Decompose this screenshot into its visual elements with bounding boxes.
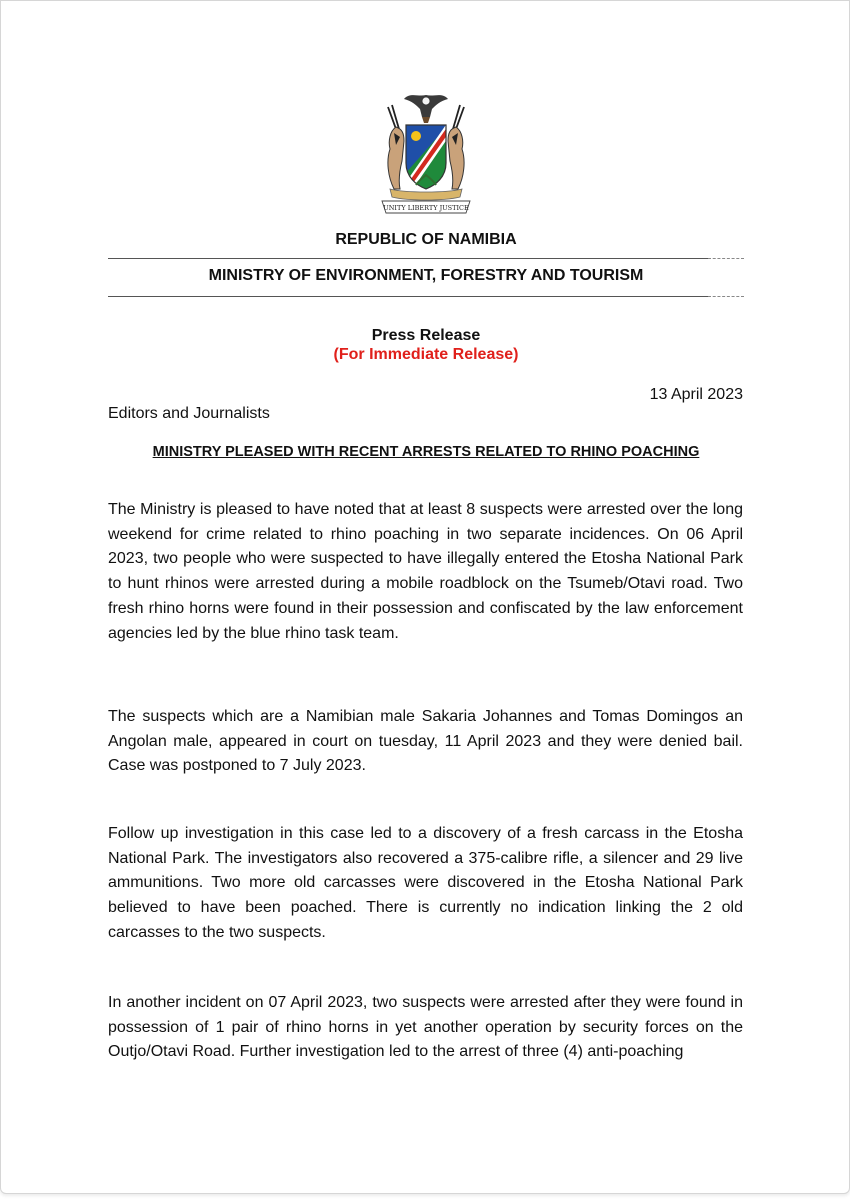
body-paragraph-4: In another incident on 07 April 2023, two suspects were arrested after they were found in possession of 1 pair of rhino horns in yet another operation by security forces on the Outjo/Otavi Road. Further investigation led to the arrest of three (4) anti-poaching xyxy=(108,994,743,1061)
release-audience: Editors and Journalists xyxy=(108,405,270,422)
header-rule-bottom xyxy=(108,296,708,297)
release-date: 13 April 2023 xyxy=(649,386,743,403)
header-rule-top-tail xyxy=(708,258,744,259)
crest-motto: UNITY LIBERTY JUSTICE xyxy=(383,204,469,212)
header-rule-bottom-tail xyxy=(708,296,744,297)
header-rule-top xyxy=(108,258,708,259)
coat-of-arms-icon xyxy=(366,89,486,224)
release-type: Press Release xyxy=(371,327,481,344)
body-paragraph-3: Follow up investigation in this case led to a discovery of a fresh carcass in the Etosha National Park. The investigators also recovered a 375-calibre rifle, a silencer and 29 live ammunitions. Two more old carcasses were discovered in the Etosha National Park believed to have been poached. There is currently no indication linking the 2 old carcasses to the two suspects. xyxy=(108,825,743,941)
body-paragraph-2: The suspects which are a Namibian male Sakaria Johannes and Tomas Domingos an Angolan male, appeared in court on tuesday, 11 April 2023 and they were denied bail. Case was postponed to 7 July 2023. xyxy=(108,708,743,775)
release-headline: MINISTRY PLEASED WITH RECENT ARRESTS RELATED TO RHINO POACHING xyxy=(152,444,700,460)
ministry-name: MINISTRY OF ENVIRONMENT, FORESTRY AND TOURISM xyxy=(208,267,644,284)
release-note: (For Immediate Release) xyxy=(333,346,519,363)
country-name: REPUBLIC OF NAMIBIA xyxy=(335,231,517,248)
body-paragraph-1: The Ministry is pleased to have noted that at least 8 suspects were arrested over the long weekend for crime related to rhino poaching in two separate incidences. On 06 April 2023, two people who were suspected to have illegally entered the Etosha National Park to hunt rhinos were arrested during a mobile roadblock on the Tsumeb/Otavi road. Two fresh rhino horns were found in their possession and confiscated by the law enforcement agencies led by the blue rhino task team. xyxy=(108,501,743,642)
